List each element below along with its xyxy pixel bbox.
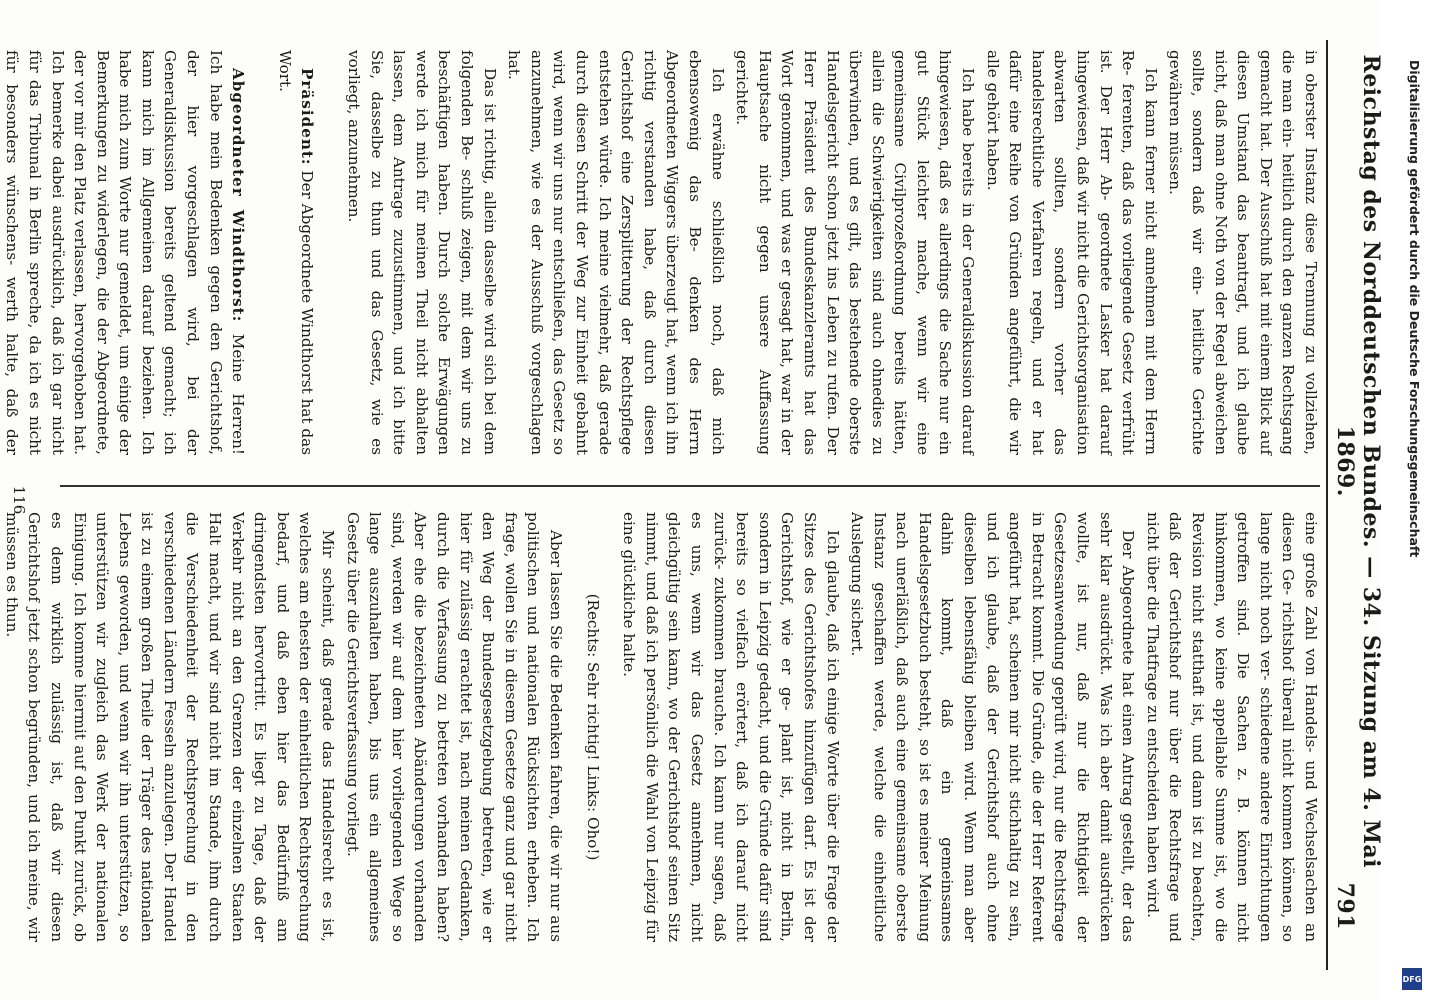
paragraph: Das ist richtig, allein dasselbe wird sich bei dem folgenden Be- schluß zeigen, mit dem wir uns zu beschäftigen haben. Durch solche Erwägungen werde ich mich für meinen Theil nicht abhalten lassen, dem Antrage zuzustimmen, und ich bitte Sie, dasselbe zu thun und das Gesetz, wie es vorliegt, anzunehmen. <box>345 50 499 455</box>
paragraph: Der Abgeordnete hat einen Antrag gestellt, der das sehr klar ausdrückt. Was ich aber damit ausdrücken wollte, ist nur, daß nur die Richtigkeit der Gesetzesanwendung geprüft wird, nur die Rechtsfrage in Betracht kommt. Die Gründe, die der Herr Referent angeführt hat, scheinen mir nicht stichhaltig zu sein, und ich glaube, daß der Gerichtshof auch ohne dieselben lebensfähig bleiben wird. Wenn man aber dahin kommt, daß ein gemeinsames Handelsgesetzbuch besteht, so ist es meiner Meinung nach unerläßlich, daß auch eine gemeinsame oberste Instanz geschaffen werde, welche die einheitliche Auslegung sichert. <box>848 512 1138 942</box>
paragraph: Aber lassen Sie die Bedenken fahren, die wir nur aus politischen und nationalen Rücksichten erheben. Ich frage, wollen Sie in diesem Gesetze ganz und gar nicht den Weg der Bundesgesetzgebung betreten, wie er hier für zulässig erachtet ist, nach meinen Gedanken, durch die Verfassung zu betreten vorhanden haben? Aber ehe die bezeichneten Abänderungen vorhanden sind, werden wir auf dem hier vorliegenden Wege so lange auszuhalten haben, bis uns ein allgemeines Gesetz über die Gerichtsverfassung vorliegt. <box>343 512 565 942</box>
left-column <box>3 50 1322 455</box>
speaker-text: Der Abgeordnete Windthorst hat das Wort. <box>275 50 317 455</box>
speaker-line <box>273 50 318 455</box>
running-title: Reichstag des Norddeutschen Bundes. — 34. Sitzung am 4. Mai 1869. <box>1332 54 1384 869</box>
paragraph: Mir scheint, daß gerade das Handelsrecht es ist, welches am ehesten der einheitlichen Rechtsprechung bedarf, und daß eben hier das Bedürfniß am dringendsten hervortritt. Es liegt zu Tage, daß der Verkehr nicht an den Grenzen der einzelnen Staaten Halt macht, und wir sind nicht im Stande, ihm durch die Verschiedenheit der Rechtsprechung in den verschiedenen Ländern Fesseln anzulegen. Der Handel ist zu einem großen Theile der Träger des nationalen Lebens geworden, und wenn wir ihn unterstützen, so unterstützen wir zugleich das Werk der nationalen Einigung. Ich komme hiermit auf den Punkt zurück, ob es denn wirklich zulässig ist, daß wir diesen Gerichtshof jetzt schon begründen, und ich meine, wir müssen es thun. <box>2 512 338 942</box>
paragraph: in oberster Instanz diese Trennung zu vollziehen, die man ein- heitlich durch den ganzen Rechtsgang gemacht hat. Der Ausschuß hat mit einem Blick auf diesen Umstand das beantragt, und ich glaube nicht, daß man ohne Noth von der Regel abweichen sollte, sondern daß wir ein- heitliche Gerichte gewähren müssen. <box>1166 50 1320 455</box>
interjection: (Rechts: Sehr richtig! Links: Oho!) <box>583 593 602 861</box>
paragraph: Ich erwähne schließlich noch, daß mich ebensowenig das Be- denken des Herrn Abgeordneten Wiggers überzeugt hat, wenn ich ihn richtig verstanden habe, daß durch diesen Gerichtshof eine Zersplitterung der Rechtspflege entstehen würde. Ich meine vielmehr, daß gerade durch diesen Schritt der Weg zur Einheit gebahnt wird, wenn wir uns nur entschließen, das Gesetz so anzunehmen, wie es der Ausschuß vorgeschlagen hat. <box>505 50 727 455</box>
speaker-line <box>0 50 249 455</box>
right-column <box>2 512 1322 942</box>
speaker-label: Abgeordneter Windthorst: <box>229 68 248 323</box>
column-divider <box>60 485 1320 487</box>
funding-credit: Digitalisierung gefördert durch die Deutsche Forschungsgemeinschaft <box>1407 60 1422 558</box>
paragraph: eine große Zahl von Handels- und Wechselsachen an diesen Ge- richtshof überall nicht kommen können, so lange nicht noch ver- schiedene andere Einrichtungen getroffen sind. Die Sachen z. B. können nicht hinkommen, wo keine appellable Summe ist, wo die Revision nicht statthaft ist, und dann ist zu beachten, daß der Gerichtshof nur über die Rechtsfrage und nicht über die Thatfrage zu entscheiden haben wird. <box>1143 512 1320 942</box>
dfg-logo-icon: DFG <box>1402 968 1422 990</box>
spacer <box>249 50 271 455</box>
digitization-sidebar <box>1392 0 1432 1000</box>
page-number: 791 <box>1332 882 1358 930</box>
speaker-label: Präsident: <box>298 68 317 166</box>
paragraph: Ich habe bereits in der Generaldiskussion darauf hingewiesen, daß es allerdings die Sache nur ein gut Stück leichter mache, wenn wir eine gemeinsame Civilprozeßordnung bereits hätten, allein die Schwierigkeiten sind auch ohnedies zu überwinden, und es gilt, das bestehende oberste Handelsgericht schon jetzt ins Leben zu rufen. Der Herr Präsident des Bundeskanzleramts hat das Wort genommen, und was er gesagt hat, war in der Hauptsache nicht gegen unsere Auffassung gerichtet. <box>733 50 978 455</box>
paragraph: Ich glaube, daß ich einige Worte über die Frage der Sitzes des Gerichtshofes hinzufügen darf. Es ist der Gerichtshof, wie er ge- plant ist, nicht in Berlin, sondern in Leipzig gedacht, und die Gründe dafür sind bereits so vielfach erörtert, daß ich darauf nicht zurück- zukommen brauche. Ich kann nur sagen, daß es uns, wenn wir das Gesetz annehmen, nicht gleichgültig sein kann, wo der Gerichtshof seinen Sitz nimmt, und daß ich persönlich die Wahl von Leipzig für eine glückliche halte. <box>620 512 842 942</box>
spacer <box>318 50 340 455</box>
speaker-text: Meine Herren! Ich habe mein Bedenken gegen den Gerichtshof, der hier vorgeschlagen wird, bei der Generaldiskussion bereits geltend gemacht; ich kann mich im Allgemeinen darauf beziehen. Ich habe mich zum Worte nur gemeldet, um einige der Bemerkungen zu widerlegen, die der Abgeordnete, der vor mir den Platz verlassen, hervorgehoben hat. Ich bemerke dabei ausdrücklich, daß ich gar nicht für das Tribunal in Berlin spreche, da ich es nicht für besonders wünschens- werth halte, daß der <box>3 50 248 455</box>
paragraph: Ich kann ferner nicht annehmen mit dem Herrn Re- ferenten, daß das vorliegende Gesetz verfrüht ist. Der Herr Ab- geordnete Lasker hat darauf hingewiesen, daß wir nicht die Gerichtsorganisation abwarten sollten, sondern vorher das handelsrechtliche Verfahren regeln, und er hat dafür eine Reihe von Gründen angeführt, die wir alle gehört haben. <box>983 50 1160 455</box>
running-header <box>1326 40 1384 970</box>
footer-number: 116 <box>10 485 28 515</box>
